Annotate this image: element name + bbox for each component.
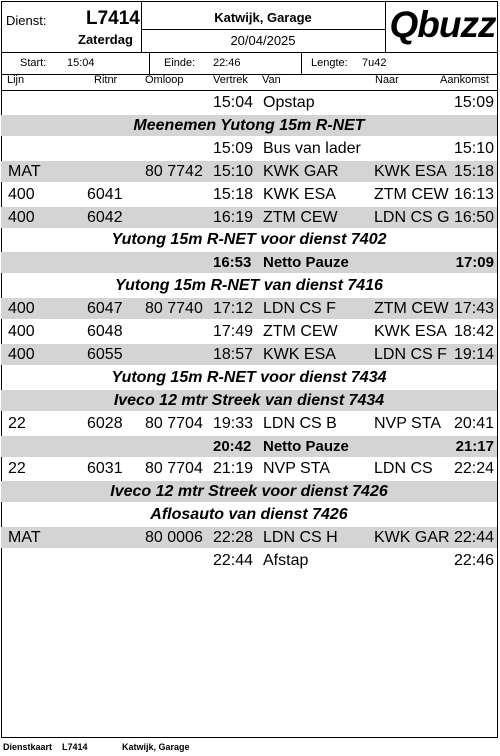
cell-van: LDN CS H xyxy=(263,529,338,546)
section-title: Yutong 15m R-NET voor dienst 7402 xyxy=(111,231,387,248)
cell-ritnr: 6047 xyxy=(87,300,123,317)
cell-van: ZTM CEW xyxy=(263,323,338,340)
cell-vertrek: 15:09 xyxy=(213,140,254,157)
cell-van: Bus van lader xyxy=(263,140,361,157)
dienst-day: Zaterdag xyxy=(78,32,133,47)
dienst-label: Dienst: xyxy=(6,13,47,28)
section-title: Aflosauto van dienst 7426 xyxy=(150,506,348,523)
trip-row xyxy=(1,550,497,571)
cell-van: LDN CS B xyxy=(263,415,337,432)
cell-aankomst: 16:13 xyxy=(453,186,494,203)
footer-location: Katwijk, Garage xyxy=(122,742,190,752)
trip-row xyxy=(1,527,497,548)
qbuzz-logo: Qbuzz xyxy=(389,4,496,45)
cell-ritnr: 6041 xyxy=(87,186,123,203)
cell-van: KWK ESA xyxy=(263,346,336,363)
cell-aankomst: 19:14 xyxy=(453,346,494,363)
cell-vertrek: 22:44 xyxy=(213,552,254,569)
cell-lijn: MAT xyxy=(8,163,41,180)
cell-aankomst: 17:09 xyxy=(455,254,494,271)
einde-value: 22:46 xyxy=(213,57,241,69)
cell-van: KWK ESA xyxy=(263,186,336,203)
cell-vertrek: 15:18 xyxy=(213,186,254,203)
cell-van: LDN CS F xyxy=(263,300,336,317)
col-lijn: Lijn xyxy=(7,74,25,86)
cell-ritnr: 6055 xyxy=(87,346,123,363)
trip-row xyxy=(1,184,497,205)
cell-van: KWK GAR xyxy=(263,163,339,180)
col-van: Van xyxy=(262,74,281,86)
trip-row xyxy=(1,458,497,479)
cell-aankomst: 17:43 xyxy=(453,300,494,317)
trip-row xyxy=(1,321,497,342)
cell-aankomst: 22:24 xyxy=(453,460,494,477)
location: Katwijk, Garage xyxy=(214,10,312,25)
trip-row xyxy=(1,344,497,365)
trip-row xyxy=(1,138,497,159)
trip-row xyxy=(1,298,497,319)
lengte-label: Lengte: xyxy=(311,57,348,69)
cell-naar: KWK ESA xyxy=(374,163,447,180)
cell-aankomst: 15:10 xyxy=(453,140,494,157)
header-divider xyxy=(2,52,497,53)
cell-aankomst: 15:09 xyxy=(453,94,494,111)
cell-naar: KWK ESA xyxy=(374,323,447,340)
header-divider-2 xyxy=(2,74,497,75)
cell-ritnr: 6028 xyxy=(87,415,123,432)
cell-vertrek: 17:49 xyxy=(213,323,254,340)
section-title: Iveco 12 mtr Streek voor dienst 7426 xyxy=(1,481,497,502)
cell-aankomst: 15:18 xyxy=(453,163,494,180)
cell-vertrek: 19:33 xyxy=(213,415,254,432)
cell-lijn: MAT xyxy=(8,529,41,546)
cell-lijn: 22 xyxy=(8,415,26,432)
cell-aankomst: 22:44 xyxy=(453,529,494,546)
col-naar: Naar xyxy=(375,74,399,86)
cell-omloop: 80 7740 xyxy=(145,300,203,317)
cell-van: Netto Pauze xyxy=(263,254,349,271)
cell-naar: ZTM CEW xyxy=(374,300,449,317)
header-vdivider xyxy=(385,2,386,52)
start-label: Start: xyxy=(20,57,47,69)
cell-van: Afstap xyxy=(263,552,309,569)
cell-van: ZTM CEW xyxy=(263,209,338,226)
start-value: 15:04 xyxy=(67,57,95,69)
cell-vertrek: 15:10 xyxy=(213,163,254,180)
cell-vertrek: 16:19 xyxy=(213,209,254,226)
cell-vertrek: 20:42 xyxy=(213,438,252,455)
trip-row xyxy=(1,413,497,434)
cell-aankomst: 20:41 xyxy=(453,415,494,432)
section-title: Yutong 15m R-NET van dienst 7416 xyxy=(115,277,383,294)
dienst-code: L7414 xyxy=(86,8,140,29)
cell-aankomst: 22:46 xyxy=(453,552,494,569)
cell-lijn: 400 xyxy=(8,209,35,226)
cell-vertrek: 15:04 xyxy=(213,94,254,111)
cell-ritnr: 6031 xyxy=(87,460,123,477)
trip-row xyxy=(1,92,497,113)
pause-row xyxy=(1,252,497,273)
section-title: Iveco 12 mtr Streek van dienst 7434 xyxy=(1,390,497,411)
header-divider-3 xyxy=(141,29,385,30)
cell-naar: LDN CS F xyxy=(374,346,447,363)
cell-aankomst: 18:42 xyxy=(453,323,494,340)
cell-lijn: 22 xyxy=(8,460,26,477)
cell-vertrek: 22:28 xyxy=(213,529,254,546)
footer-label: Dienstkaart xyxy=(3,742,53,752)
header-vdivider xyxy=(149,52,150,74)
cell-naar: NVP STA xyxy=(374,415,441,432)
trip-row xyxy=(1,207,497,228)
section-title: Yutong 15m R-NET voor dienst 7434 xyxy=(111,369,387,386)
cell-aankomst: 21:17 xyxy=(455,438,494,455)
col-omloop: Omloop xyxy=(145,74,184,86)
cell-vertrek: 17:12 xyxy=(213,300,254,317)
cell-naar: LDN CS G xyxy=(374,209,450,226)
cell-aankomst: 16:50 xyxy=(453,209,494,226)
cell-van: Opstap xyxy=(263,94,315,111)
col-aankomst: Aankomst xyxy=(440,74,489,86)
col-vertrek: Vertrek xyxy=(213,74,248,86)
pause-row xyxy=(1,436,497,457)
cell-van: Netto Pauze xyxy=(263,438,349,455)
cell-naar: KWK GAR xyxy=(374,529,450,546)
col-ritnr: Ritnr xyxy=(94,74,118,86)
cell-omloop: 80 7704 xyxy=(145,415,203,432)
einde-label: Einde: xyxy=(164,57,196,69)
date: 20/04/2025 xyxy=(230,33,296,48)
cell-omloop: 80 7742 xyxy=(145,163,203,180)
cell-ritnr: 6042 xyxy=(87,209,123,226)
cell-naar: ZTM CEW xyxy=(374,186,449,203)
trip-row xyxy=(1,161,497,182)
column-header-divider xyxy=(2,90,497,91)
section-title: Meenemen Yutong 15m R-NET xyxy=(1,115,497,136)
cell-vertrek: 18:57 xyxy=(213,346,254,363)
cell-omloop: 80 0006 xyxy=(145,529,203,546)
lengte-value: 7u42 xyxy=(362,57,387,69)
cell-vertrek: 16:53 xyxy=(213,254,252,271)
cell-lijn: 400 xyxy=(8,323,35,340)
cell-lijn: 400 xyxy=(8,300,35,317)
cell-naar: LDN CS xyxy=(374,460,433,477)
cell-ritnr: 6048 xyxy=(87,323,123,340)
cell-lijn: 400 xyxy=(8,346,35,363)
header-vdivider xyxy=(301,52,302,74)
cell-vertrek: 21:19 xyxy=(213,460,254,477)
cell-van: NVP STA xyxy=(263,460,330,477)
cell-omloop: 80 7704 xyxy=(145,460,203,477)
cell-lijn: 400 xyxy=(8,186,35,203)
footer-code: L7414 xyxy=(62,742,88,752)
